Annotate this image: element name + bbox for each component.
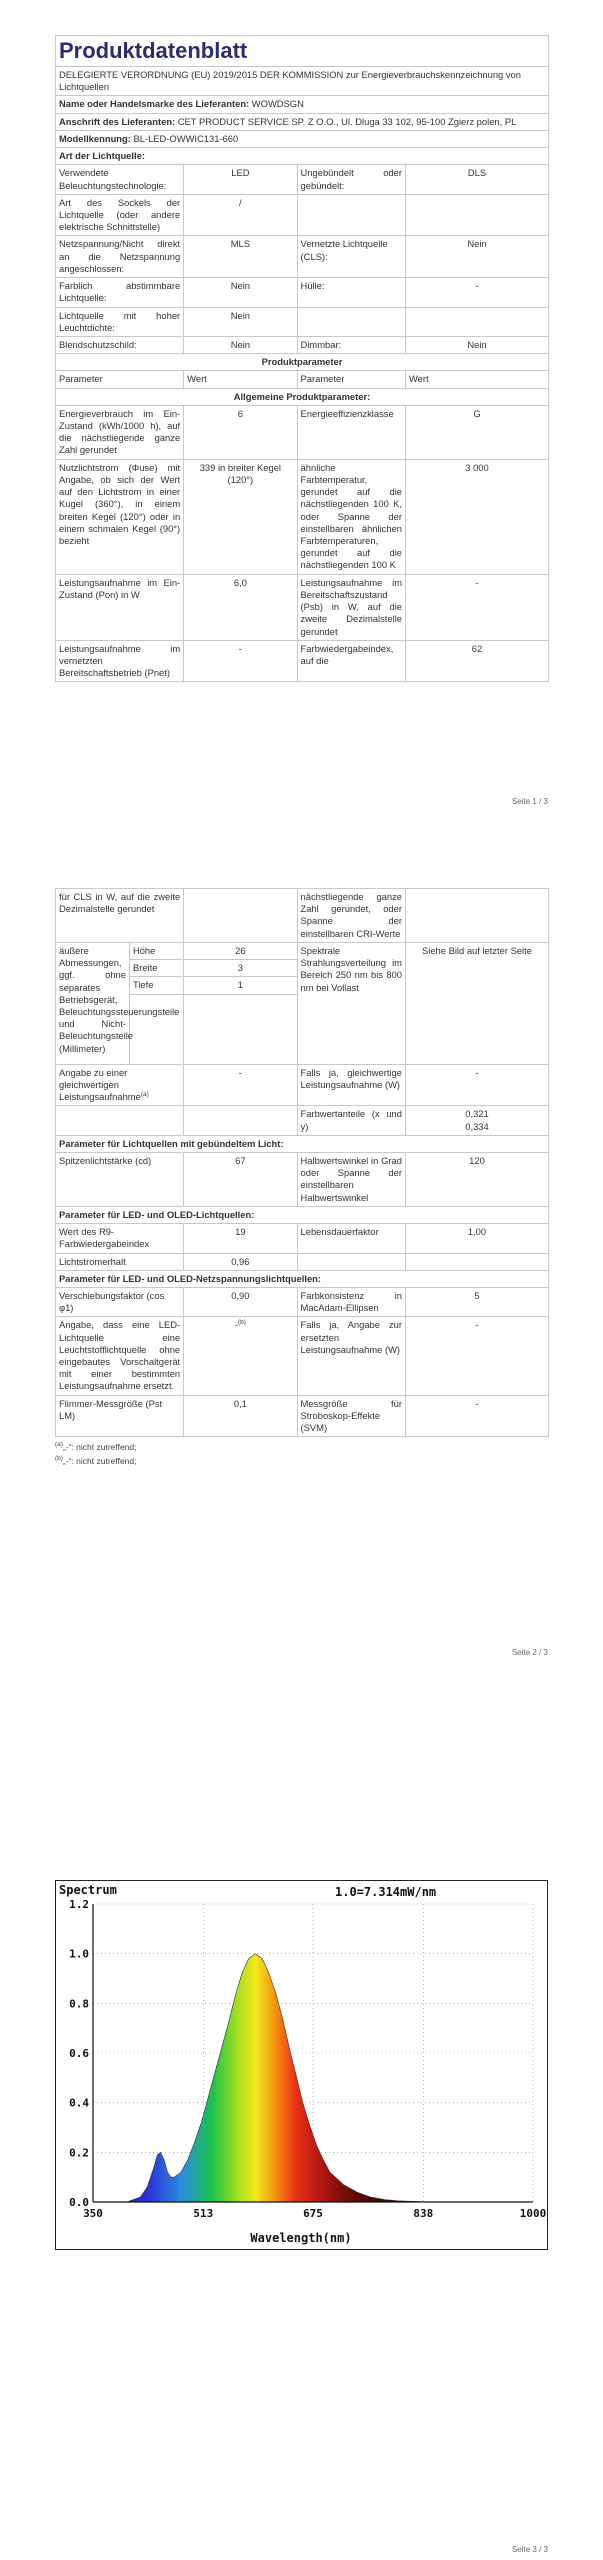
table-row: Leistungsaufnahme im Ein-Zustand (Pon) in W 6,0 Leistungsaufnahme im Bereitschaftszustand (Psb) in W, auf die zweite Dezimalstelle gerundet - [56, 574, 549, 640]
regulation-text: DELEGIERTE VERORDNUNG (EU) 2019/2015 DER KOMMISSION zur Energieverbrauchskennzeichnung von Lichtquellen [56, 67, 549, 96]
table-row: Verschiebungsfaktor (cos φ1) 0,90 Farbkonsistenz in MacAdam-Ellipsen 5 [56, 1287, 549, 1316]
page-footer: Seite 3 / 3 [511, 2545, 548, 2554]
datasheet-table-2 [55, 888, 549, 1437]
table-row: Blendschutzschild: Nein Dimmbar: Nein [56, 336, 549, 353]
table-row: Lichtstromerhalt 0,96 [56, 1253, 549, 1270]
table-row: für CLS in W, auf die zweite Dezimalstelle gerundet nächstliegende ganze Zahl gerundet, oder Spanne der einstellbaren CRI-Werte [56, 889, 549, 943]
dimensions-label: äußere Abmessungen, ggf. ohne separates Betriebsgerät, Beleuchtungssteuerungsteile und Nicht-Beleuchtungsteile (Millimeter) [56, 942, 130, 1064]
table-row: Breite 3 [56, 960, 549, 977]
table-row: Angabe, dass eine LED-Lichtquelle eine Leuchtstofflichtquelle ohne eingebautes Vorschaltgerät mit einer bestimmten Leistungsaufnahme ersetzt. -$^{(b)}$ Falls ja, Angabe zur ersetzten Leistungsaufnahme (W) - [56, 1317, 549, 1395]
page-footer: Seite 2 / 3 [511, 1648, 548, 1657]
y-tick-label: 0.0 [69, 2196, 89, 2209]
supplier-address-label: Anschrift des Lieferanten: [59, 115, 176, 127]
spectrum-svg [55, 1880, 548, 2250]
x-tick-label: 1000 [519, 2207, 547, 2220]
mains-header: Parameter für LED- und OLED-Netzspannungslichtquellen: [56, 1270, 549, 1287]
spectrum-chart [55, 1880, 548, 2250]
table-row: Farblich abstimmbare Lichtquelle: Nein Hülle: - [56, 278, 549, 307]
chart-annotation: 1.0=7.314mW/nm [335, 1885, 437, 1899]
table-row: Netzspannung/Nicht direkt an die Netzspannung angeschlossen: MLS Vernetzte Lichtquelle (CLS): Nein [56, 236, 549, 278]
table-row: Energieverbrauch im Ein-Zustand (kWh/1000 h), auf die nächstliegende ganze Zahl gerundet 6 Energieeffizienzklasse G [56, 405, 549, 459]
page-title: Produktdatenblatt [55, 35, 549, 66]
table-row: Flimmer-Messgröße (Pst LM) 0,1 Messgröße für Stroboskop-Effekte (SVM) - [56, 1395, 549, 1437]
chart-title: Spectrum [59, 1883, 117, 1897]
x-tick-label: 675 [303, 2207, 323, 2220]
page-footer: Seite 1 / 3 [511, 797, 548, 806]
datasheet-table-1 [55, 66, 549, 682]
y-tick-label: 0.6 [69, 2047, 89, 2060]
table-row: Farbwertanteile (x und y) 0,321 0,334 [56, 1106, 549, 1135]
page-1 [0, 0, 603, 820]
directional-header: Parameter für Lichtquellen mit gebündeltem Licht: [56, 1135, 549, 1152]
y-tick-label: 1.2 [69, 1898, 89, 1911]
x-axis-label: Wavelength(nm) [250, 2231, 352, 2245]
table-row: Spitzenlichtstärke (cd) 67 Halbwertswinkel in Grad oder Spanne der einstellbaren Halbwertswinkel 120 [56, 1152, 549, 1206]
y-tick-label: 0.2 [69, 2146, 89, 2160]
table-row: Verwendete Beleuchtungstechnologie: LED Ungebündelt oder gebündelt: DLS [56, 165, 549, 194]
supplier-address-value: CET PRODUCT SERVICE SP. Z O.O., Ul. Dluga 33 102, 95-100 Zgierz polen, PL [177, 115, 517, 127]
table-row: Lichtquelle mit hoher Leuchtdichte: Nein [56, 307, 549, 336]
general-params-header: Allgemeine Produktparameter: [56, 388, 549, 405]
model-label: Modellkennung: [59, 132, 131, 144]
x-tick-label: 838 [413, 2207, 434, 2220]
table-row: Tiefe 1 [56, 977, 549, 994]
table-row: Nutzlichtstrom (Φuse) mit Angabe, ob sich der Wert auf den Lichtstrom in einer Kugel (360°), in einem breiten Kegel (120°) oder in einem schmalen Kegel (90°) bezieht 339 in breiter Kegel (120°) ähnliche Farbtemperatur, gerundet auf die nächstliegenden 100 K, oder Spanne der einstellbaren ähnlichen Farbtemperaturen, gerundet auf die nächstliegenden 100 K 3 000 [56, 459, 549, 574]
x-tick-label: 513 [193, 2207, 214, 2220]
table-row: Art des Sockels der Lichtquelle (oder andere elektrische Schnittstelle) / [56, 194, 549, 236]
column-header-row: Parameter Wert Parameter Wert [56, 371, 549, 388]
y-tick-label: 1.0 [69, 1947, 89, 1961]
supplier-name-value: WOWDSGN [251, 98, 304, 110]
y-tick-label: 0.4 [69, 2096, 89, 2110]
table-row: äußere Abmessungen, ggf. ohne separates Betriebsgerät, Beleuchtungssteuerungsteile und Nicht-Beleuchtungsteile (Millimeter) Höhe 26 Spektrale Strahlungsverteilung im Bereich 250 nm bis 800 nm bei Vollast Siehe Bild auf letzter Seite [56, 942, 549, 959]
x-tick-label: 350 [83, 2207, 103, 2220]
table-row: Angabe zu einer gleichwertigen Leistungsaufnahme$^{(a)}$ - Falls ja, gleichwertige Leistungsaufnahme (W) - [56, 1064, 549, 1106]
supplier-name-label: Name oder Handelsmarke des Lieferanten: [59, 98, 250, 110]
table-row: Wert des R9-Farbwiedergabeindex 19 Lebensdauerfaktor 1,00 [56, 1224, 549, 1253]
led-header: Parameter für LED- und OLED-Lichtquellen: [56, 1206, 549, 1223]
light-source-type-header: Art der Lichtquelle: [56, 148, 549, 165]
model-value: BL-LED-OWWIC131-660 [133, 132, 239, 144]
product-params-header: Produktparameter [56, 354, 549, 371]
y-tick-label: 0.8 [69, 1997, 89, 2011]
footnotes: $^{(a)}$„-“: nicht zutreffend; $^{(b)}$„-“: nicht zutreffend; [55, 1441, 137, 1466]
page-2 [0, 880, 603, 1680]
table-row: Leistungsaufnahme im vernetzten Bereitschaftsbetrieb (Pnet) - Farbwiedergabeindex, auf die 62 [56, 640, 549, 682]
